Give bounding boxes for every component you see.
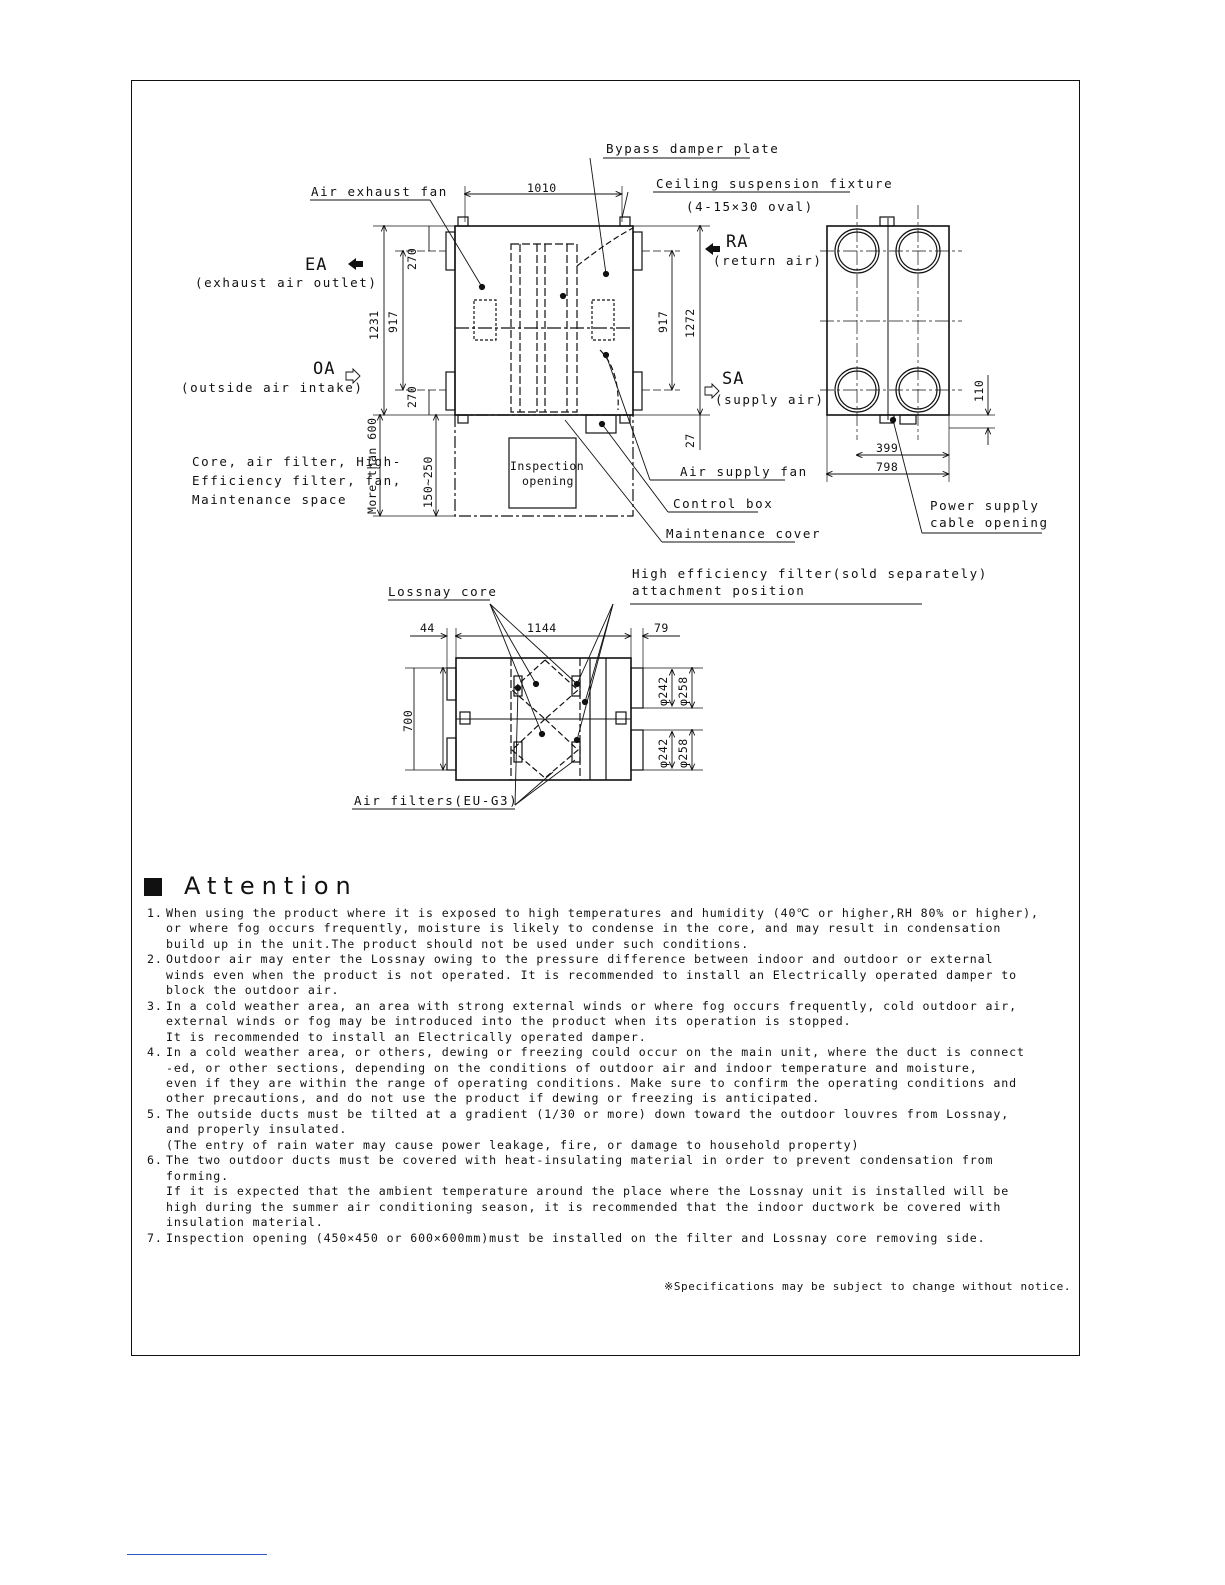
dim-1231: 1231 [367,310,381,340]
dim-27: 27 [683,433,697,448]
label-ra: RA [726,232,749,252]
dim-1010: 1010 [527,181,557,195]
attention-item-number: 5. [147,1106,163,1121]
label-sa: SA [722,369,745,389]
label-air-exhaust-fan: Air exhaust fan [311,184,448,199]
dim-more-than-600: More than 600 [365,417,379,514]
attention-item-number: 7. [147,1230,163,1245]
attention-item [147,1231,1072,1246]
label-ceiling-oval: (4-15×30 oval) [686,199,814,214]
label-oa-desc: (outside air intake) [181,380,364,395]
attention-item [147,952,1072,998]
dim-399: 399 [876,441,899,455]
dim-700: 700 [401,709,415,732]
side-view [820,205,1042,533]
dim-phi242-bottom: φ242 [656,738,670,768]
attention-square-icon [144,878,162,896]
label-power-supply: Power supply [930,498,1040,513]
attention-item [147,1153,1072,1230]
dim-1272: 1272 [683,308,697,338]
label-oa: OA [313,359,336,379]
label-ea-desc: (exhaust air outlet) [195,275,378,290]
label-air-filters: Air filters(EU-G3) [354,793,519,808]
dim-917-left: 917 [386,310,400,333]
dim-110: 110 [972,379,986,402]
label-ceiling-fixture: Ceiling suspension fixture [656,176,894,191]
label-lossnay-core: Lossnay core [388,584,498,599]
dim-270-bottom: 270 [405,385,419,408]
label-inspection-2: opening [522,474,574,488]
label-air-supply-fan: Air supply fan [680,464,808,479]
attention-item-number: 1. [147,906,163,920]
attention-item-text: The outside ducts must be tilted at a gradient (1/30 or more) down toward the outdoor louvres from Lossnay, and properly insulated. (The entry of rain water may cause power leakage, fire, or damage to household property) [166,1106,1010,1152]
attention-item [147,999,1072,1045]
dim-798: 798 [876,460,899,474]
attention-item-text: In a cold weather area, or others, dewing or freezing could occur on the main unit, where the duct is connect -ed, or other sections, depending on the conditions of outdoor air and indoor temperature and moisture, even if they are within the range of operating conditions. Make sure to confirm the operating conditions and other precautions, and do not use the product if dewing or freezing is anticipated. [166,1045,1025,1106]
footer-link-underline[interactable] [127,1554,267,1555]
attention-item-number: 2. [147,952,163,967]
dim-44: 44 [420,621,435,635]
attention-item-text: Outdoor air may enter the Lossnay owing to the pressure difference between indoor and outdoor or external winds even when the product is not operated. It is recommended to install an Electrically operated damper to block the outdoor air. [166,952,1018,998]
label-hef-1: High efficiency filter(sold separately) [632,566,988,581]
label-inspection-1: Inspection [510,459,585,473]
label-maintenance-2: Efficiency filter, fan, [192,473,402,488]
attention-item-text: The two outdoor ducts must be covered with heat-insulating material in order to prevent condensation from forming. If it is expected that the ambient temperature around the place where the Lossnay unit is installed will be high during the summer air conditioning season, it is recommended that the indoor ductwork be covered with insulation material. [166,1153,1010,1230]
dim-phi258-bottom: φ258 [676,738,690,768]
dim-150-250: 150~250 [421,456,435,508]
dim-phi242-top: φ242 [656,676,670,706]
label-maintenance-cover: Maintenance cover [666,526,822,541]
specification-note: ※Specifications may be subject to change without notice. [664,1280,1072,1293]
dim-270-top: 270 [405,247,419,270]
dim-phi258-top: φ258 [676,676,690,706]
attention-title: Attention [184,872,358,900]
attention-item-text: Inspection opening (450×450 or 600×600mm)must be installed on the filter and Lossnay core removing side. [166,1230,986,1245]
label-sa-desc: (supply air) [715,392,825,407]
attention-item-text: In a cold weather area, an area with strong external winds or where fog occurs frequently, cold outdoor air, external winds or fog may be introduced into the product when its operation is stopped. It is recommended to install an Electrically operated damper. [166,998,1018,1044]
attention-item [147,1045,1072,1107]
label-hef-2: attachment position [632,583,806,598]
label-ea: EA [305,255,328,275]
attention-item [147,1107,1072,1153]
label-maintenance-3: Maintenance space [192,492,348,507]
attention-item-number: 3. [147,998,163,1013]
attention-item-text: When using the product where it is exposed to high temperatures and humidity (40℃ or higher,RH 80% or higher), or where fog occurs frequently, moisture is likely to condense in the core, and may result in condensation build up in the unit.The product should not be used under such conditions. [166,906,1039,951]
label-control-box: Control box [673,496,774,511]
attention-item-number: 6. [147,1153,163,1168]
label-bypass-damper: Bypass damper plate [606,141,780,156]
dim-1144: 1144 [527,621,557,635]
dim-79: 79 [654,621,669,635]
attention-list [147,906,1072,1246]
bottom-view [352,600,922,809]
attention-item [147,906,1072,952]
label-ra-desc: (return air) [713,253,823,268]
dim-917-right: 917 [656,310,670,333]
label-cable-opening: cable opening [930,515,1049,530]
label-maintenance-1: Core, air filter, High- [192,454,402,469]
attention-item-number: 4. [147,1045,163,1060]
